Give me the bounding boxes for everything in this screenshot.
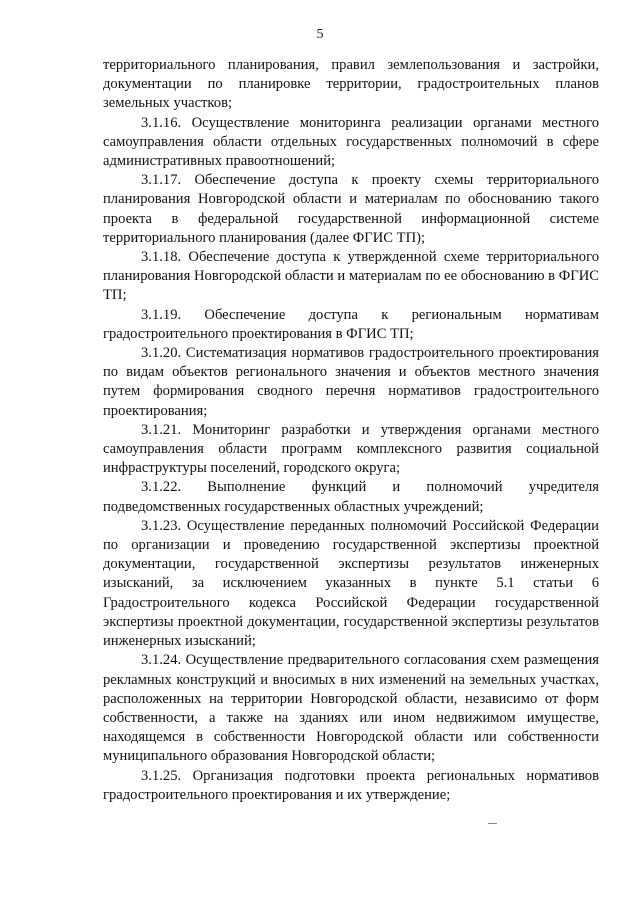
paragraph-continuation: территориального планирования, правил землепользования и застройки, документации по планировке территории, градостроительных планов земельных участков; <box>103 57 599 112</box>
paragraph-3-1-19: 3.1.19. Обеспечение доступа к региональным нормативам градостроительного проектирования в ФГИС ТП; <box>103 306 599 342</box>
paragraph-3-1-20: 3.1.20. Систематизация нормативов градостроительного проектирования по видам объектов регионального значения и объектов местного значения путем формирования сводного перечня нормативов градостроительного проектирования; <box>103 345 599 419</box>
margin-mark <box>488 823 497 824</box>
paragraph-3-1-23: 3.1.23. Осуществление переданных полномочий Российской Федерации по организации и проведению государственной экспертизы проектной документации, государственной экспертизы результатов инженерных изысканий, за исключением указанных в пункте 5.1 статьи 6 Градостроительного кодекса Российской Федерации государственной экспертизы проектной документации, государственной экспертизы результатов инженерных изысканий; <box>103 517 599 650</box>
page-number: 5 <box>316 27 324 42</box>
paragraph-3-1-22: 3.1.22. Выполнение функций и полномочий учредителя подведомственных государственных областных учреждений; <box>103 479 599 515</box>
paragraph-3-1-21: 3.1.21. Мониторинг разработки и утверждения органами местного самоуправления области программ комплексного развития социальной инфраструктуры поселений, городского округа; <box>103 421 599 477</box>
document-body <box>103 56 599 805</box>
paragraph-3-1-18: 3.1.18. Обеспечение доступа к утвержденной схеме территориального планирования Новгородской области и материалам по ее обоснованию в ФГИС ТП; <box>103 249 599 304</box>
paragraph-3-1-17: 3.1.17. Обеспечение доступа к проекту схемы территориального планирования Новгородской области и материалам по обоснованию такого проекта в федеральной государственной информационной системе территориального планирования (далее ФГИС ТП); <box>103 172 599 246</box>
paragraph-3-1-16: 3.1.16. Осуществление мониторинга реализации органами местного самоуправления области отдельных государственных полномочий в сфере административных правоотношений; <box>103 114 599 170</box>
paragraph-3-1-25: 3.1.25. Организация подготовки проекта региональных нормативов градостроительного проектирования и их утверждение; <box>103 767 599 803</box>
paragraph-3-1-24: 3.1.24. Осуществление предварительного согласования схем размещения рекламных конструкций и вносимых в них изменений на земельных участках, расположенных на территории Новгородской области, независимо от форм собственности, а также на зданиях или ином недвижимом имуществе, находящемся в собственности Новгородской области или собственности муниципального образования Новгородской области; <box>103 652 599 765</box>
